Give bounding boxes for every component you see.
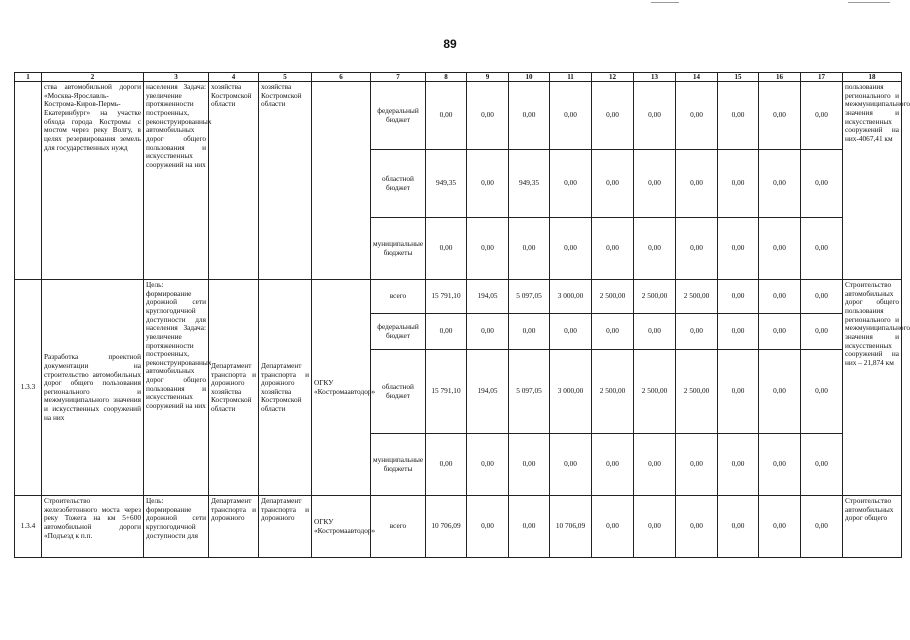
funding-value: 0,00	[426, 434, 467, 496]
measure-name: ства автомобильной дороги «Москва-Ярославль-Кострома-Киров-Пермь-Екатеринбург» на участке обхода города Костромы с мостом через реку Волгу, в целях резервирования земель для государственных нужд	[42, 82, 144, 280]
funding-value: 15 791,10	[426, 280, 467, 314]
funding-value: 2 500,00	[634, 350, 676, 434]
column-number: 15	[718, 73, 759, 82]
column-number: 2	[42, 73, 144, 82]
responsible-customer: Департамент транспорта и дорожного	[209, 496, 259, 558]
funding-value: 0,00	[467, 150, 509, 218]
funding-value: 0,00	[592, 434, 634, 496]
funding-value: 949,35	[509, 150, 550, 218]
program-table	[14, 72, 910, 558]
funding-source: всего	[371, 280, 426, 314]
funding-value: 0,00	[801, 350, 843, 434]
scan-edge-line	[651, 2, 679, 3]
funding-value: 0,00	[509, 314, 550, 350]
funding-value: 5 097,05	[509, 280, 550, 314]
funding-value: 0,00	[759, 350, 801, 434]
column-number-row	[15, 73, 902, 82]
funding-value: 0,00	[676, 82, 718, 150]
measure-goal: Цель: формирование дорожной сети круглогодичной доступности для	[144, 496, 209, 558]
funding-value: 0,00	[634, 314, 676, 350]
funding-value: 0,00	[592, 314, 634, 350]
funding-source: федеральный бюджет	[371, 82, 426, 150]
executing-organization	[312, 82, 371, 280]
page-number: 89	[443, 37, 457, 51]
funding-value: 0,00	[634, 150, 676, 218]
funding-value: 949,35	[426, 150, 467, 218]
funding-value: 0,00	[718, 496, 759, 558]
funding-value: 0,00	[718, 280, 759, 314]
expected-result: Строительство автомобильных дорог общего пользования регионального и межмуниципального значения и искусственных сооружений на них – 21,874 км	[843, 280, 902, 496]
funding-value: 0,00	[801, 496, 843, 558]
column-number: 16	[759, 73, 801, 82]
column-number: 4	[209, 73, 259, 82]
funding-value: 0,00	[467, 218, 509, 280]
funding-value: 194,05	[467, 350, 509, 434]
column-number: 1	[15, 73, 42, 82]
executing-organization: ОГКУ «Костромаавтодор»	[312, 496, 371, 558]
column-number: 3	[144, 73, 209, 82]
measure-number: 1.3.3	[15, 280, 42, 496]
funding-value: 0,00	[718, 314, 759, 350]
funding-value: 3 000,00	[550, 280, 592, 314]
funding-value: 0,00	[467, 82, 509, 150]
funding-value: 0,00	[592, 150, 634, 218]
measure-goal: Цель: формирование дорожной сети круглогодичной доступности для населения Задача: увеличение протяженности построенных, реконструированных автомобильных дорог общего пользования и искусственных сооружений на них	[144, 280, 209, 496]
column-number: 6	[312, 73, 371, 82]
column-number: 9	[467, 73, 509, 82]
column-number: 12	[592, 73, 634, 82]
funding-value: 15 791,10	[426, 350, 467, 434]
funding-source: муниципальные бюджеты	[371, 434, 426, 496]
responsible-executor: Департамент транспорта и дорожного хозяйства Костромской области	[259, 280, 312, 496]
column-number: 10	[509, 73, 550, 82]
column-number: 8	[426, 73, 467, 82]
expected-result: Строительство автомобильных дорог общего	[843, 496, 902, 558]
funding-value: 0,00	[801, 218, 843, 280]
funding-value: 3 000,00	[550, 350, 592, 434]
funding-value: 0,00	[550, 434, 592, 496]
funding-value: 0,00	[509, 434, 550, 496]
funding-value: 0,00	[759, 280, 801, 314]
funding-value: 0,00	[634, 82, 676, 150]
executing-organization: ОГКУ «Костромаавтодор»	[312, 280, 371, 496]
funding-value: 0,00	[467, 496, 509, 558]
funding-value: 0,00	[509, 82, 550, 150]
funding-value: 0,00	[509, 218, 550, 280]
funding-value: 0,00	[467, 314, 509, 350]
column-number: 7	[371, 73, 426, 82]
funding-value: 0,00	[718, 150, 759, 218]
funding-value: 0,00	[759, 496, 801, 558]
funding-source: областной бюджет	[371, 350, 426, 434]
funding-value: 0,00	[467, 434, 509, 496]
funding-value: 0,00	[759, 150, 801, 218]
table-row	[15, 82, 902, 150]
column-number: 11	[550, 73, 592, 82]
funding-value: 0,00	[718, 350, 759, 434]
responsible-executor: хозяйства Костромской области	[259, 82, 312, 280]
funding-value: 2 500,00	[592, 280, 634, 314]
column-number: 14	[676, 73, 718, 82]
funding-value: 194,05	[467, 280, 509, 314]
funding-value: 0,00	[676, 314, 718, 350]
funding-value: 0,00	[801, 280, 843, 314]
measure-number: 1.3.4	[15, 496, 42, 558]
measure-goal: населения Задача: увеличение протяженности построенных, реконструированных автомобильных дорог общего пользования и искусственных сооружений на них	[144, 82, 209, 280]
funding-value: 0,00	[718, 218, 759, 280]
scan-edge-line	[848, 2, 890, 3]
funding-value: 0,00	[426, 82, 467, 150]
funding-value: 0,00	[801, 150, 843, 218]
funding-value: 0,00	[550, 314, 592, 350]
funding-value: 0,00	[550, 150, 592, 218]
measure-name: Строительство железобетонного моста через реку Тожега на км 5+600 автомобильной дороги «Подъезд к п.п.	[42, 496, 144, 558]
funding-source: муниципальные бюджеты	[371, 218, 426, 280]
funding-value: 0,00	[592, 218, 634, 280]
funding-value: 0,00	[676, 150, 718, 218]
column-number: 18	[843, 73, 902, 82]
funding-value: 0,00	[509, 496, 550, 558]
funding-value: 0,00	[592, 496, 634, 558]
funding-source: областной бюджет	[371, 150, 426, 218]
funding-source: федеральный бюджет	[371, 314, 426, 350]
funding-value: 0,00	[634, 496, 676, 558]
responsible-customer: Департамент транспорта и дорожного хозяйства Костромской области	[209, 280, 259, 496]
funding-value: 0,00	[676, 496, 718, 558]
table-row	[15, 496, 902, 558]
funding-source: всего	[371, 496, 426, 558]
funding-value: 0,00	[759, 218, 801, 280]
funding-value: 2 500,00	[676, 350, 718, 434]
funding-value: 10 706,09	[550, 496, 592, 558]
funding-value: 0,00	[801, 434, 843, 496]
funding-value: 0,00	[426, 218, 467, 280]
funding-value: 0,00	[550, 218, 592, 280]
column-number: 17	[801, 73, 843, 82]
funding-value: 0,00	[592, 82, 634, 150]
funding-value: 0,00	[634, 218, 676, 280]
funding-value: 0,00	[676, 218, 718, 280]
funding-value: 0,00	[426, 314, 467, 350]
funding-value: 0,00	[634, 434, 676, 496]
funding-value: 0,00	[676, 434, 718, 496]
expected-result: пользования регионального и межмуниципального значения и искусственных сооружений на них-4067,41 км	[843, 82, 902, 280]
responsible-customer: хозяйства Костромской области	[209, 82, 259, 280]
table-row	[15, 280, 902, 314]
funding-value: 0,00	[759, 314, 801, 350]
funding-value: 0,00	[801, 314, 843, 350]
column-number: 5	[259, 73, 312, 82]
measure-name: Разработка проектной документации на строительство автомобильных дорог общего пользования регионального и межмуниципального значения и искусственных сооружений на них	[42, 280, 144, 496]
measure-number	[15, 82, 42, 280]
funding-value: 0,00	[759, 82, 801, 150]
funding-value: 0,00	[718, 434, 759, 496]
funding-value: 0,00	[801, 82, 843, 150]
column-number: 13	[634, 73, 676, 82]
responsible-executor: Департамент транспорта и дорожного	[259, 496, 312, 558]
funding-value: 2 500,00	[592, 350, 634, 434]
funding-value: 0,00	[550, 82, 592, 150]
funding-value: 0,00	[759, 434, 801, 496]
funding-value: 5 097,05	[509, 350, 550, 434]
funding-value: 2 500,00	[676, 280, 718, 314]
funding-value: 2 500,00	[634, 280, 676, 314]
funding-value: 10 706,09	[426, 496, 467, 558]
funding-value: 0,00	[718, 82, 759, 150]
